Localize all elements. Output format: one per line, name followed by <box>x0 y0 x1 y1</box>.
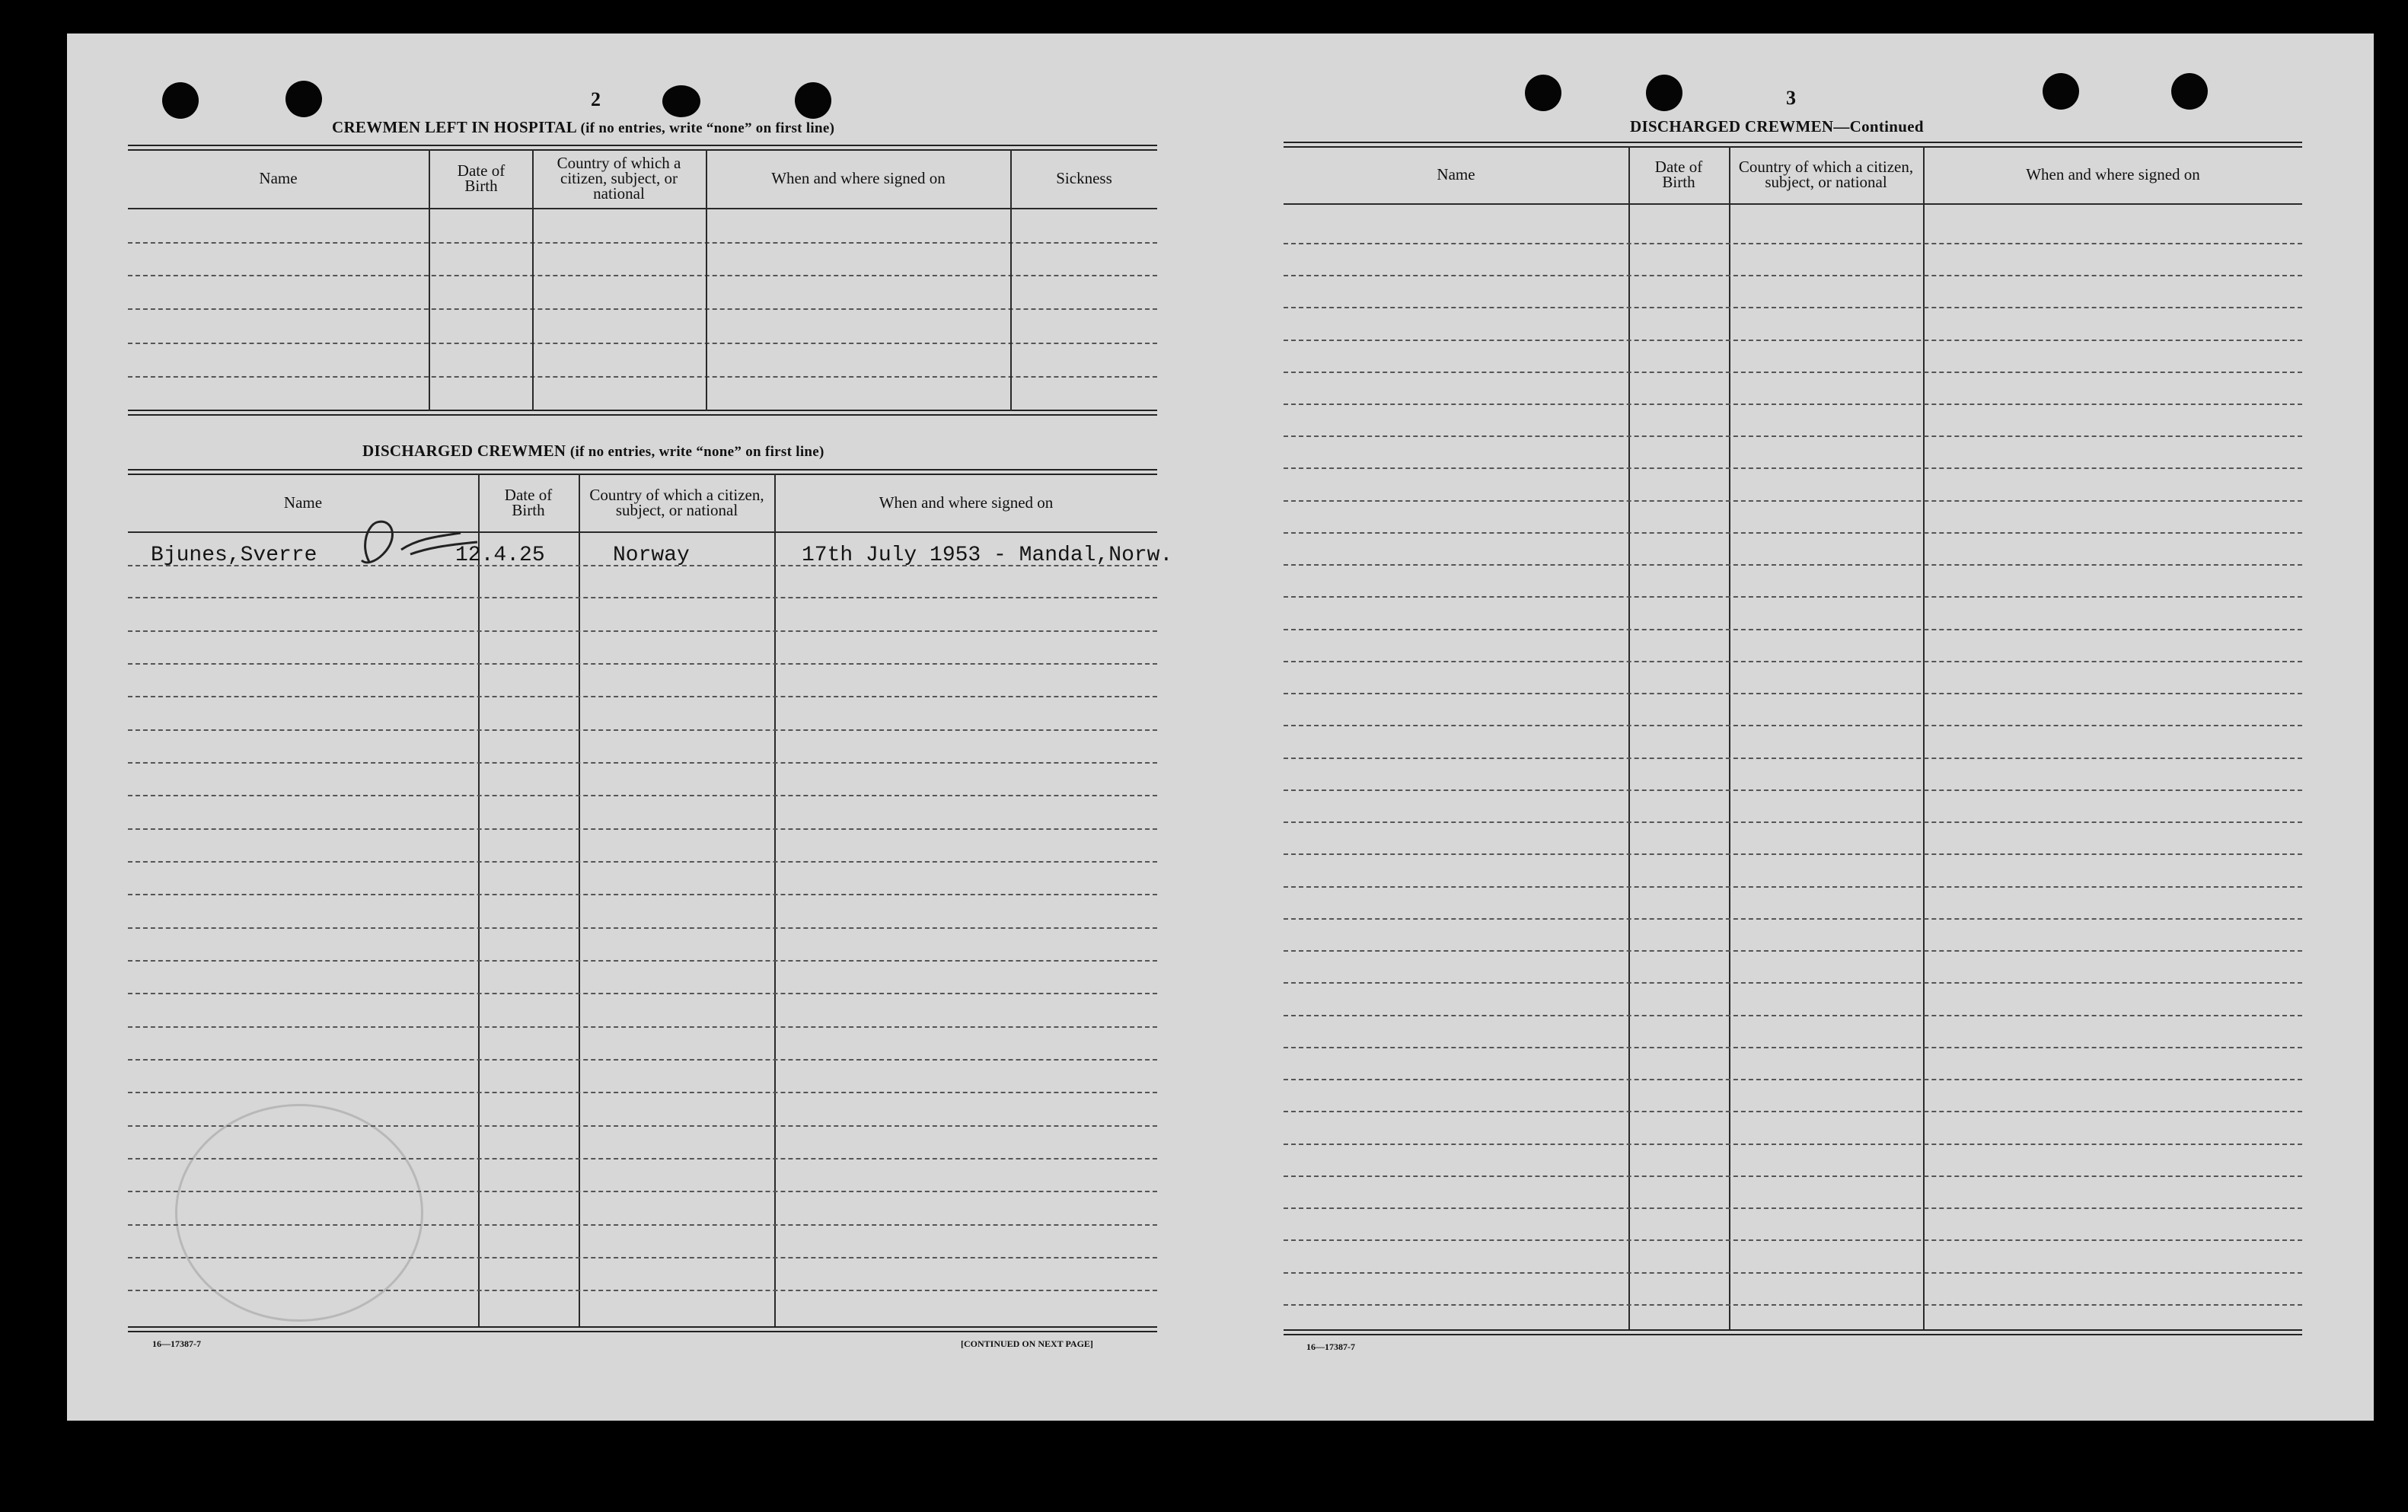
discharged-continued-heading: DISCHARGED CREWMEN—Continued <box>1630 117 1924 136</box>
col-header-name: Name <box>1437 165 1475 183</box>
hospital-table-top-rule <box>128 145 1157 151</box>
crew-name: Bjunes,Sverre <box>151 544 317 567</box>
punch-hole <box>662 85 700 117</box>
col-header-date-of-birth: Date of Birth <box>1654 158 1703 191</box>
punch-hole <box>162 82 199 119</box>
form-number: 16—17387-7 <box>152 1338 201 1349</box>
discharged-table-bottom-rule <box>128 1326 1157 1332</box>
continued-table-bottom-rule <box>1284 1329 2302 1335</box>
col-header-country: Country of which a citizen, subject, or national <box>557 154 681 203</box>
punch-hole <box>1525 75 1561 111</box>
col-header-name: Name <box>259 169 298 187</box>
punch-hole <box>285 81 322 117</box>
discharged-heading <box>362 442 824 461</box>
page-number: 3 <box>1786 87 1796 109</box>
continued-note: [CONTINUED ON NEXT PAGE] <box>961 1338 1093 1349</box>
discharged-heading-title: DISCHARGED CREWMEN <box>362 442 566 460</box>
hospital-heading-title: CREWMEN LEFT IN HOSPITAL <box>332 118 576 136</box>
col-header-country: Country of which a citizen, subject, or national <box>1738 158 1914 191</box>
punch-hole <box>2043 73 2079 110</box>
signature-mark <box>346 515 483 576</box>
continued-table-top-rule <box>1284 142 2302 148</box>
page-number: 2 <box>591 88 601 110</box>
punch-hole <box>795 82 831 119</box>
punch-hole <box>1646 75 1682 111</box>
col-header-date-of-birth: Date of Birth <box>504 486 553 519</box>
hospital-heading <box>332 118 834 137</box>
discharged-heading-note: (if no entries, write “none” on first line) <box>569 444 824 460</box>
hospital-heading-note: (if no entries, write “none” on first line) <box>580 120 835 136</box>
crew-signed-on: 17th July 1953 - Mandal,Norw. <box>802 544 1173 567</box>
crew-country: Norway <box>613 544 690 567</box>
col-header-signed-on: When and where signed on <box>2026 165 2200 183</box>
form-number: 16—17387-7 <box>1306 1341 1355 1352</box>
col-header-signed-on: When and where signed on <box>771 169 946 187</box>
col-header-name: Name <box>283 493 323 512</box>
col-header-country: Country of which a citizen, subject, or national <box>589 486 764 519</box>
faded-stamp <box>175 1104 423 1322</box>
col-header-sickness: Sickness <box>1056 169 1112 187</box>
crew-date-of-birth: 12.4.25 <box>455 544 545 567</box>
hospital-table-bottom-rule <box>128 410 1157 416</box>
punch-hole <box>2171 73 2208 110</box>
discharged-table-top-rule <box>128 469 1157 475</box>
col-header-signed-on: When and where signed on <box>879 493 1054 512</box>
col-header-date-of-birth: Date of Birth <box>457 161 506 195</box>
